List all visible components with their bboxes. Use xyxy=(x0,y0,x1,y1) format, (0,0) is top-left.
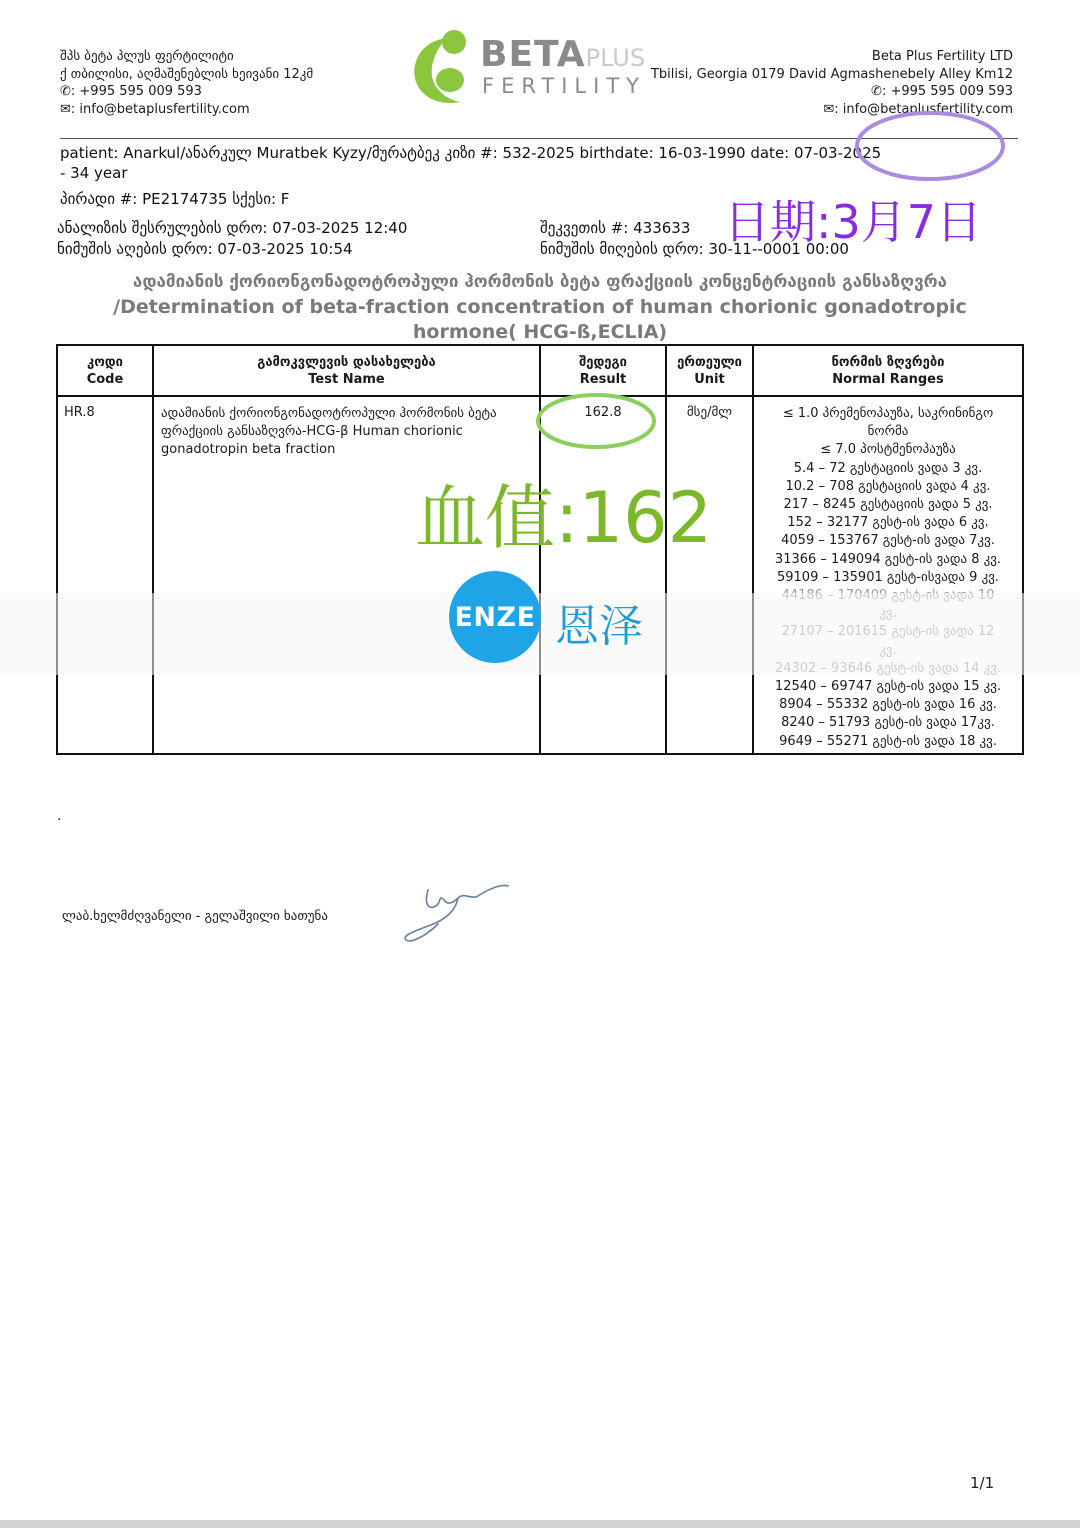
annotation-circles xyxy=(0,0,1080,760)
logo-word-fertility: FERTILITY xyxy=(482,74,646,98)
range-line: ≤ 7.0 პოსტმენოპაუზა xyxy=(820,442,956,458)
logo-word-beta: BETAPLUS xyxy=(480,34,646,75)
range-line: 8904 – 55332 გესტ-ის ვადა 16 კვ. xyxy=(779,697,997,713)
header-unit: ერთეული Unit xyxy=(666,345,753,396)
range-line: 5.4 – 72 გესტაციის ვადა 3 კვ. xyxy=(793,460,983,476)
date-annotation: 日期:3月7日 xyxy=(724,195,983,249)
test-title-en-2: hormone( HCG-ß,ECLIA) xyxy=(412,321,668,343)
clinic-address-ka: ქ თბილისი, აღმაშენებლის ხეივანი 12კმ xyxy=(60,66,314,82)
company-email: ✉: info@betaplusfertility.com xyxy=(823,101,1013,117)
company-phone: ✆: +995 595 009 593 xyxy=(871,84,1013,99)
range-line: 10.2 – 708 გესტაციის ვადა 4 კვ. xyxy=(785,478,991,494)
range-line: 8240 – 51793 გესტ-ის ვადა 17კვ. xyxy=(781,715,995,731)
cell-unit: მსე/მლ xyxy=(666,396,753,754)
enze-watermark-logo: ENZE xyxy=(449,571,541,663)
signature-icon xyxy=(398,880,516,950)
value-annotation: 血值:162 xyxy=(415,477,713,559)
range-line: 31366 – 149094 გესტ-ის ვადა 8 კვ. xyxy=(774,551,1002,567)
test-title-en-1: /Determination of beta-fraction concentration of human chorionic gonadotropic xyxy=(113,296,967,318)
range-line: 4059 – 153767 გესტ-ის ვადა 7კვ. xyxy=(781,533,995,549)
clinic-phone: ✆: +995 595 009 593 xyxy=(60,84,202,99)
footer-dot: . xyxy=(57,808,62,824)
bottom-edge-bar xyxy=(0,1520,1080,1528)
lab-head-label: ლაბ.ხელმძღვანელი - გელაშვილი ხათუნა xyxy=(62,909,328,924)
patient-line: patient: Anarkul/ანარკულ Muratbek Kyzy/მურატბეკ კიზი #: 532-2025 birthdate: 16-03-1990 date: 07-03-2025 xyxy=(60,144,882,162)
page-number: 1/1 xyxy=(970,1474,995,1492)
range-line: 59109 – 135901 გესტ-ისვადა 9 კვ. xyxy=(776,569,999,585)
range-line: 152 – 32177 გესტ-ის ვადა 6 კვ. xyxy=(787,515,989,531)
order-number: შეკვეთის #: 433633 xyxy=(540,219,691,237)
date-highlight-ellipse xyxy=(857,113,1003,179)
range-line: ≤ 1.0 პრემენოპაუზა, საკრინინგო xyxy=(782,406,994,421)
test-title-ka: ადამიანის ქორიონგონადოტროპული ჰორმონის ბეტა ფრაქციის კონცენტრაციის განსაზღვრა xyxy=(132,272,948,292)
range-line: 217 – 8245 გესტაციის ვადა 5 კვ. xyxy=(783,497,993,513)
company-address: Tbilisi, Georgia 0179 David Agmashenebely Alley Km12 xyxy=(650,66,1013,82)
range-line: 9649 – 55271 გესტ-ის ვადა 18 კვ. xyxy=(779,733,997,749)
result-highlight-ellipse xyxy=(538,395,654,447)
header-normal-ranges: ნორმის ზღვრები Normal Ranges xyxy=(753,345,1023,396)
cell-test-name: ადამიანის ქორიონგონადოტროპული ჰორმონის ბეტა ფრაქციის განსაზღვრა-HCG-β Human chorionic gonadotropin beta fraction xyxy=(153,396,540,754)
cell-result: 162.8 xyxy=(540,396,666,754)
clinic-email: ✉: info@betaplusfertility.com xyxy=(60,101,250,117)
patient-age: - 34 year xyxy=(60,164,128,182)
range-line: ნორმა xyxy=(867,424,909,440)
patient-id: პირადი #: PE2174735 სქესი: F xyxy=(60,190,290,208)
header-code: კოდი Code xyxy=(57,345,153,396)
sample-received-time: ნიმუშის მიღების დრო: 30-11--0001 00:00 xyxy=(540,240,849,258)
company-name: Beta Plus Fertility LTD xyxy=(871,49,1013,64)
cell-code: HR.8 xyxy=(57,396,153,754)
enze-watermark-cn: 恩泽 xyxy=(555,601,643,652)
range-line: 12540 – 69747 გესტ-ის ვადა 15 კვ. xyxy=(774,679,1002,695)
clinic-name-ka: შპს ბეტა პლუს ფერტილიტი xyxy=(60,49,234,64)
sample-taken-time: ნიმუშის აღების დრო: 07-03-2025 10:54 xyxy=(57,240,353,258)
analysis-time: ანალიზის შესრულების დრო: 07-03-2025 12:40 xyxy=(57,219,408,237)
header-test-name: გამოკვლევის დასახელება Test Name xyxy=(153,345,540,396)
header-result: შედეგი Result xyxy=(540,345,666,396)
